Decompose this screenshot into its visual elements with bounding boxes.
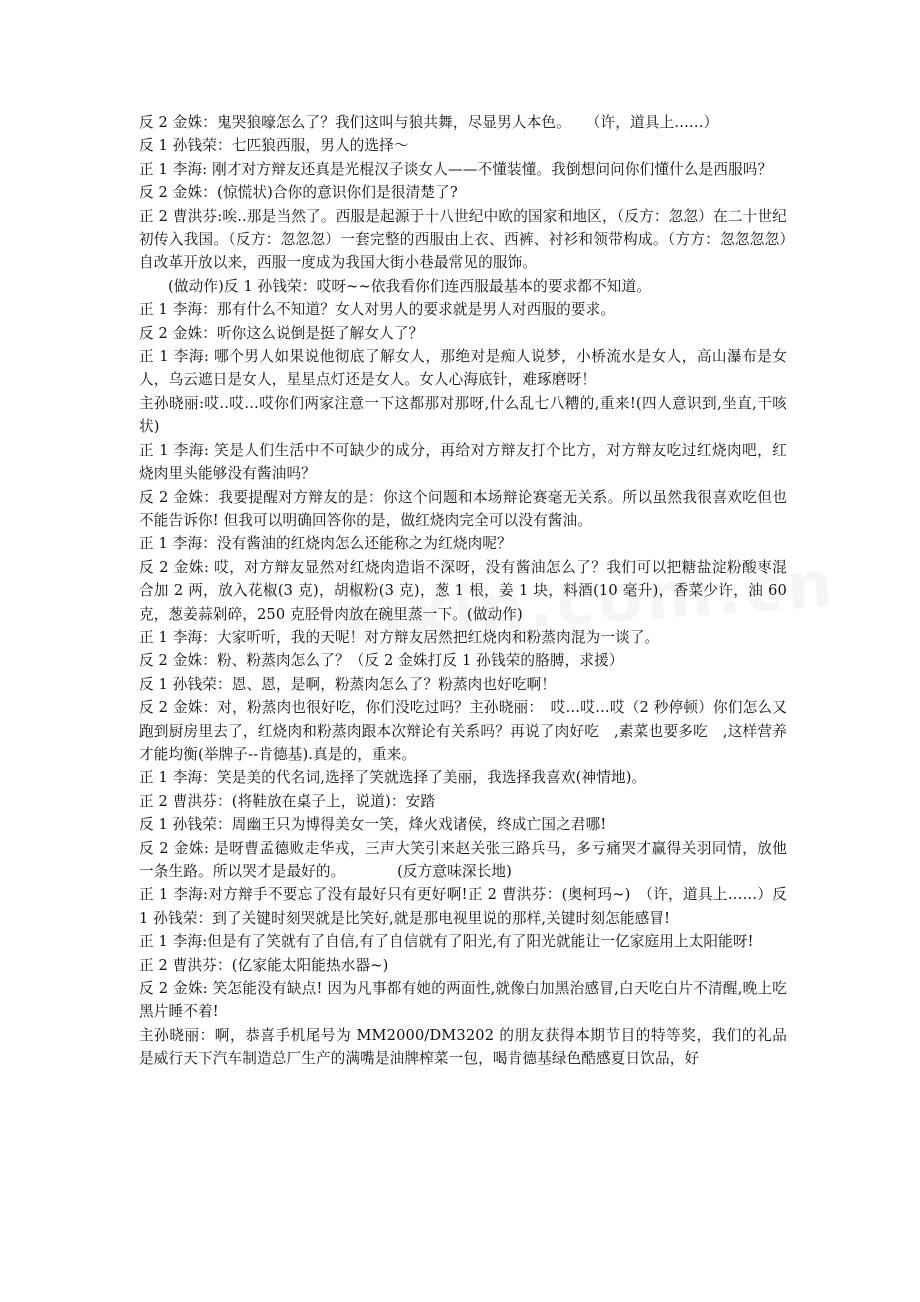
paragraph: 正 1 李海: 笑是人们生活中不可缺少的成分，再给对方辩友打个比方，对方辩友吃过红烧肉吧，红烧肉里头能够没有酱油吗？ bbox=[139, 441, 787, 483]
paragraph: 反 2 金姝: 是呀曹孟德败走华戎，三声大笑引来赵关张三路兵马，多亏痛哭才赢得关羽同情，放他一条生路。所以哭才是最好的。 (反方意味深长地) bbox=[139, 839, 787, 880]
paragraph: 反 2 金姝: 哎，对方辩友显然对红烧肉造诣不深呀，没有酱油怎么了？我们可以把糖盐淀粉酸枣混合加 2 两，放入花椒(3 克)，胡椒粉(3 克)，葱 1 根，姜 1 块，料酒(10 毫升)，香菜少许，油 60 克，葱姜蒜剁碎，250 克胫骨肉放在碗里蒸一下。(做动作) bbox=[139, 558, 787, 623]
paragraph: 反 2 金姝：(惊慌状)合你的意识你们是很清楚了? bbox=[139, 184, 458, 202]
paragraph: 反 2 金姝: 笑怎能没有缺点! 因为凡事都有她的两面性,就像白加黑治感冒,白天吃白片不清醒,晚上吃黑片睡不着! bbox=[139, 980, 787, 1021]
paragraph: 正 2 曹洪芬：(将鞋放在桌子上，说道)：安踏 bbox=[139, 792, 436, 810]
paragraph: 正 1 李海：没有酱油的红烧肉怎么还能称之为红烧肉呢？ bbox=[139, 535, 512, 553]
paragraph: 正 1 李海：那有什么不知道？女人对男人的要求就是男人对西服的要求。 bbox=[139, 301, 616, 319]
paragraph: 正 1 李海: 刚才对方辩友还真是光棍汉子谈女人——不懂装懂。我倒想问问你们懂什么是西服吗？ bbox=[139, 160, 773, 178]
paragraph: 反 2 金姝：粉、粉蒸肉怎么了？（反 2 金姝打反 1 孙钱荣的胳膊，求援） bbox=[139, 652, 624, 670]
paragraph: 主孙晓丽：啊，恭喜手机尾号为 MM2000/DM3202 的朋友获得本期节目的特等奖，我们的礼品是威行天下汽车制造总厂生产的满嘴是油牌榨菜一包，喝肯德基绿色酷感夏日饮品，好 bbox=[139, 1026, 787, 1068]
paragraph: 正 1 李海:但是有了笑就有了自信,有了自信就有了阳光,有了阳光就能让一亿家庭用上太阳能呀! bbox=[139, 933, 754, 951]
paragraph: (做动作)反 1 孙钱荣：哎呀~~依我看你们连西服最基本的要求都不知道。 bbox=[168, 277, 652, 295]
paragraph: 正 1 李海: 哪个男人如果说他彻底了解女人，那绝对是痴人说梦，小桥流水是女人，高山瀑布是女人，乌云遮日是女人，星星点灯还是女人。女人心海底针，难琢磨呀！ bbox=[139, 348, 787, 389]
document-body bbox=[139, 111, 787, 1071]
paragraph: 反 2 金姝：鬼哭狼嚎怎么了？我们这叫与狼共舞，尽显男人本色。 （许，道具上……） bbox=[139, 114, 719, 131]
paragraph: 正 2 曹洪芬：(亿家能太阳能热水器~) bbox=[139, 956, 389, 974]
paragraph: 反 2 金姝：听你这么说倒是挺了解女人了？ bbox=[139, 324, 424, 342]
paragraph: 反 1 孙钱荣：七匹狼西服，男人的选择～ bbox=[139, 137, 409, 155]
paragraph: 正 1 李海：大家听听，我的天呢！对方辩友居然把红烧肉和粉蒸肉混为一谈了。 bbox=[139, 628, 660, 646]
paragraph: 正 2 曹洪芬:唉..那是当然了。西服是起源于十八世纪中欧的国家和地区，（反方：忽忽）在二十世纪初传入我国。（反方：忽忽忽）一套完整的西服由上衣、西裤、衬衫和领带构成。（方方：忽忽忽忽）自改革开放以来，西服一度成为我国大街小巷最常见的服饰。 bbox=[139, 207, 787, 272]
paragraph: 反 2 金姝：对，粉蒸肉也很好吃，你们没吃过吗？主孙晓丽： 哎…哎…哎（2 秒停顿）你们怎么又跑到厨房里去了，红烧肉和粉蒸肉跟本次辩论有关系吗？再说了肉好吃 ,素菜也要多吃 ,这样营养才能均衡(举牌子--肯德基).真是的，重来。 bbox=[139, 699, 787, 763]
paragraph: 正 1 李海:对方辩手不要忘了没有最好只有更好啊!正 2 曹洪芬：(奥柯玛~) （许，道具上……）反 1 孙钱荣：到了关键时刻哭就是比笑好,就是那电视里说的那样,关键时刻怎能感冒! bbox=[139, 886, 787, 927]
paragraph: 主孙晓丽:哎..哎…哎你们两家注意一下这都那对那呀,什么乱七八糟的,重来!(四人意识到,坐直,干咳状) bbox=[139, 394, 787, 436]
paragraph: 反 2 金姝：我要提醒对方辩友的是：你这个问题和本场辩论赛毫无关系。所以虽然我很喜欢吃但也不能告诉你! 但我可以明确回答你的是，做红烧肉完全可以没有酱油。 bbox=[139, 488, 787, 529]
paragraph: 正 1 李海：笑是美的代名词,选择了笑就选择了美丽，我选择我喜欢(神情地)。 bbox=[139, 769, 647, 787]
paragraph: 反 1 孙钱荣：恩、恩，是啊，粉蒸肉怎么了？粉蒸肉也好吃啊！ bbox=[139, 675, 557, 693]
paragraph: 反 1 孙钱荣：周幽王只为博得美女一笑，烽火戏诸侯，终成亡国之君哪! bbox=[139, 816, 607, 834]
